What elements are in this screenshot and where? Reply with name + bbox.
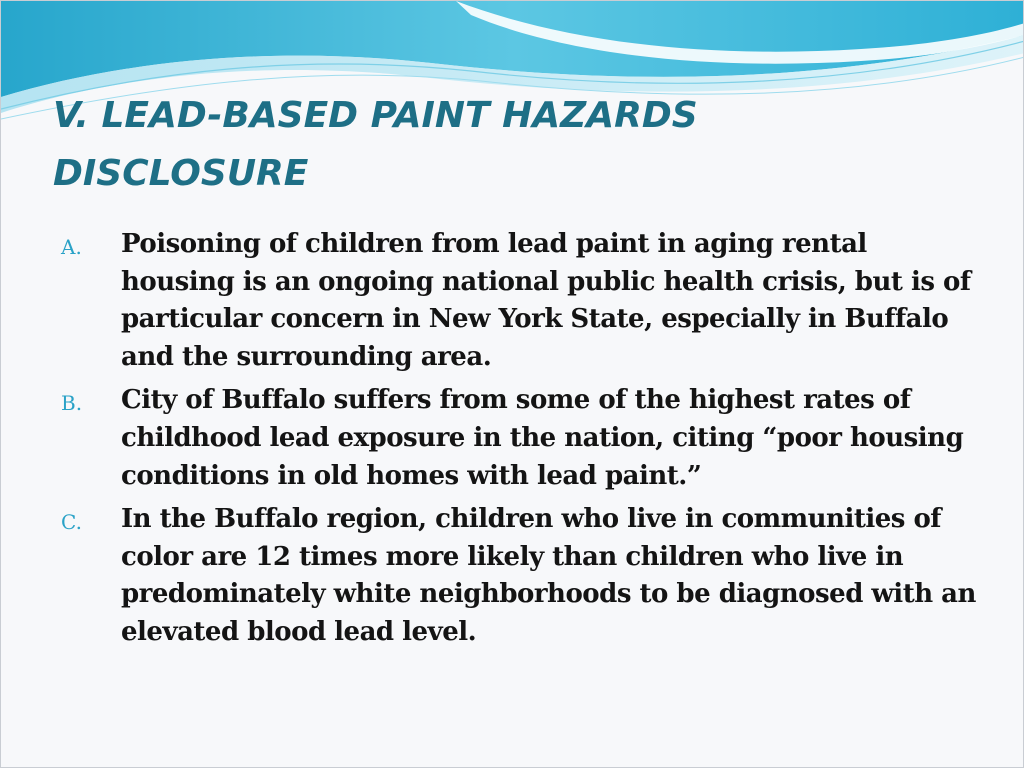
- list-item-text: City of Buffalo suffers from some of the highest rates of childhood lead exposure in the nation, citing “poor housing conditions in old homes with lead paint.”: [121, 385, 964, 491]
- list-item: [61, 226, 981, 376]
- list-item: [61, 382, 981, 495]
- slide-title-line-1: V. LEAD-BASED PAINT HAZARDS: [53, 95, 698, 136]
- list-marker: A.: [61, 235, 82, 259]
- list-marker: B.: [61, 391, 83, 416]
- list-item-text: Poisoning of children from lead paint in aging rental housing is an ongoing national public health crisis, but is of particular concern in New York State, especially in Buffalo and the surrounding area.: [121, 229, 971, 372]
- list-item-text: In the Buffalo region, children who live in communities of color are 12 times more likely than children who live in predominately white neighborhoods to be diagnosed with an elevated blood lead level.: [121, 504, 976, 647]
- slide-title: [53, 87, 973, 203]
- list-marker: C.: [61, 510, 82, 535]
- slide-title-line-2: DISCLOSURE: [53, 153, 309, 194]
- bullet-list: [61, 226, 981, 658]
- list-item: [61, 501, 981, 651]
